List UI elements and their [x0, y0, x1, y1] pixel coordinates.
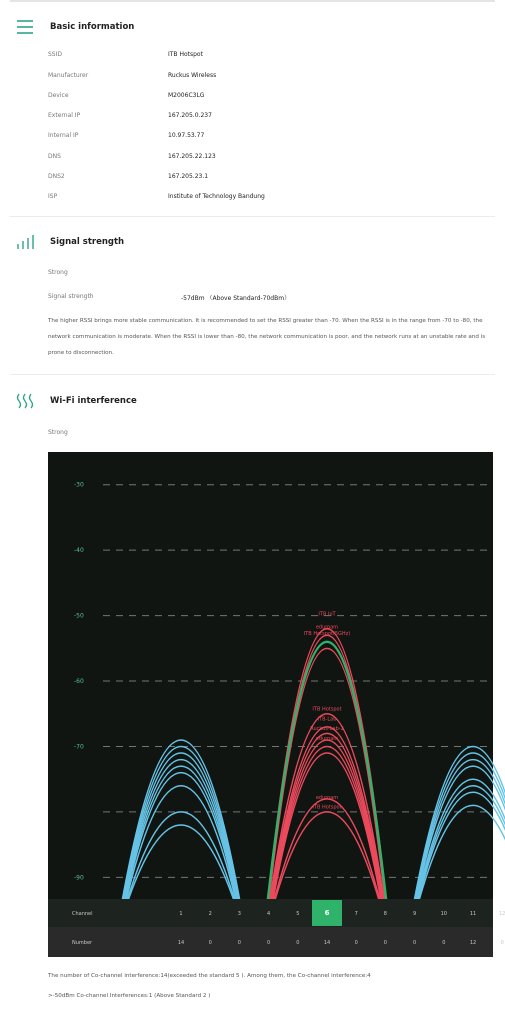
channel-label: 10	[440, 911, 447, 917]
top-divider	[10, 0, 495, 2]
signal-curve	[121, 740, 241, 907]
info-value: Ruckus Wireless	[168, 72, 217, 79]
channel-label: 6	[324, 909, 330, 917]
info-label: Manufacturer	[48, 72, 89, 79]
signal-curve	[123, 766, 238, 907]
interference-footer-2: >-50dBm Co-channel Interferences:1 (Above Standard 2 )	[48, 993, 211, 999]
info-value: 167.205.0.237	[168, 112, 212, 119]
channel-row	[48, 899, 493, 927]
signal-curve	[124, 773, 238, 907]
info-row-isp	[48, 193, 265, 200]
signal-strength-row	[48, 293, 291, 302]
channel-count: 12	[469, 940, 477, 946]
basic-info-title: Basic information	[50, 22, 135, 32]
y-tick-label: -30	[74, 481, 84, 489]
interference-header	[14, 392, 137, 410]
info-row-dns	[48, 153, 216, 160]
info-value: ITB Hotspot	[168, 51, 203, 58]
channel-chart-svg	[48, 452, 505, 957]
channel-label: 7	[354, 911, 358, 917]
channel-count: 0	[354, 940, 358, 946]
channel-label: 11	[469, 911, 477, 917]
info-row-external-ip	[48, 112, 212, 119]
channel-count: 0	[500, 940, 504, 946]
signal-curve	[123, 760, 239, 907]
channel-count: 0	[208, 940, 212, 946]
channel-count: 0	[413, 940, 417, 946]
count-row-label: Number	[72, 940, 93, 946]
signal-label: Signal strength	[48, 293, 94, 300]
network-label: ITB Hotspot	[312, 804, 342, 811]
network-label: ITB Hotspot(5GHz)	[303, 631, 351, 638]
network-label: eduroam	[315, 735, 339, 742]
menu-lines-icon	[14, 18, 36, 36]
y-tick-label: -60	[74, 678, 84, 686]
info-label: Device	[48, 92, 69, 99]
channel-label: 12	[499, 911, 505, 917]
signal-curve	[414, 760, 505, 907]
info-label: Internal IP	[48, 132, 79, 139]
signal-curve	[125, 786, 238, 907]
info-row-device	[48, 92, 205, 99]
interference-quality: Strong	[48, 429, 68, 436]
y-tick-label: -90	[74, 874, 84, 882]
y-tick-label: -40	[74, 547, 84, 555]
signal-curve	[267, 642, 387, 907]
channel-count: 14	[323, 940, 331, 946]
network-label: ITB-Lab	[317, 716, 337, 723]
channel-count: 0	[442, 940, 446, 946]
section-divider	[10, 216, 495, 217]
channel-count: 14	[177, 940, 185, 946]
network-label: eduroam	[315, 624, 339, 631]
channel-label: 2	[208, 911, 212, 917]
channel-label: 5	[296, 911, 300, 917]
signal-curve	[122, 746, 241, 907]
section-divider	[10, 374, 495, 375]
channel-label: 3	[237, 911, 241, 917]
info-label: SSID	[48, 51, 63, 58]
channel-count: 0	[383, 940, 387, 946]
channel-count: 0	[237, 940, 241, 946]
channel-label: 8	[383, 911, 387, 917]
info-row-dns2	[48, 173, 209, 180]
signal-quality: Strong	[48, 269, 68, 276]
info-row-manufacturer	[48, 72, 217, 79]
network-label: ITB Hotspot	[312, 706, 342, 713]
signal-title: Signal strength	[50, 237, 125, 247]
signal-curve	[122, 753, 240, 907]
signal-description: The higher RSSI brings more stable communication. It is recommended to set the RSSI greater than -70. When the RSSI is in the range from -70 to -80, the network communication is moderate. When the RSSI is lower than -80, the network communication is poor, and the network runs at an unstable rate and is prone to disconnection.	[48, 318, 486, 356]
info-row-ssid	[48, 51, 203, 58]
wave-interference-icon	[14, 392, 36, 410]
wifi-channel-chart	[48, 452, 505, 957]
info-value: 167.205.22.123	[168, 153, 216, 160]
channel-row-label: Channel	[72, 911, 93, 917]
info-row-internal-ip	[48, 132, 205, 139]
info-value: Institute of Technology Bandung	[168, 193, 265, 200]
signal-curve	[271, 746, 383, 907]
info-value: 167.205.23.1	[168, 173, 209, 180]
signal-curve	[413, 746, 505, 907]
channel-count: 0	[296, 940, 300, 946]
y-tick-label: -70	[74, 743, 84, 751]
signal-curve	[414, 753, 505, 907]
channel-label: 9	[413, 911, 417, 917]
network-label: eduroam	[315, 794, 339, 801]
signal-curve	[272, 753, 382, 907]
info-label: DNS2	[48, 173, 65, 180]
basic-info-header	[14, 18, 134, 36]
info-value: 10.97.53.77	[168, 132, 205, 139]
signal-bars-icon	[14, 233, 36, 251]
info-label: DNS	[48, 153, 61, 160]
count-row	[48, 927, 493, 957]
interference-title: Wi-Fi interference	[50, 396, 137, 406]
network-label: Ruckus-Lab-2	[310, 726, 344, 733]
signal-curve	[126, 825, 236, 907]
y-tick-label: -50	[74, 612, 84, 620]
channel-count: 0	[267, 940, 271, 946]
network-label: ITB IoT	[318, 611, 336, 618]
signal-header	[14, 233, 124, 251]
interference-footer-1: The number of Co-channel interference:14(exceeded the standard 5 ). Among them, the Co-channel interference:4	[48, 973, 371, 979]
info-label: ISP	[48, 193, 58, 200]
channel-label: 4	[267, 911, 271, 917]
signal-value: -57dBm （Above Standard-70dBm）	[181, 295, 291, 302]
info-label: External IP	[48, 112, 81, 119]
channel-label: 1	[179, 911, 183, 917]
info-value: M2006C3LG	[168, 92, 205, 99]
